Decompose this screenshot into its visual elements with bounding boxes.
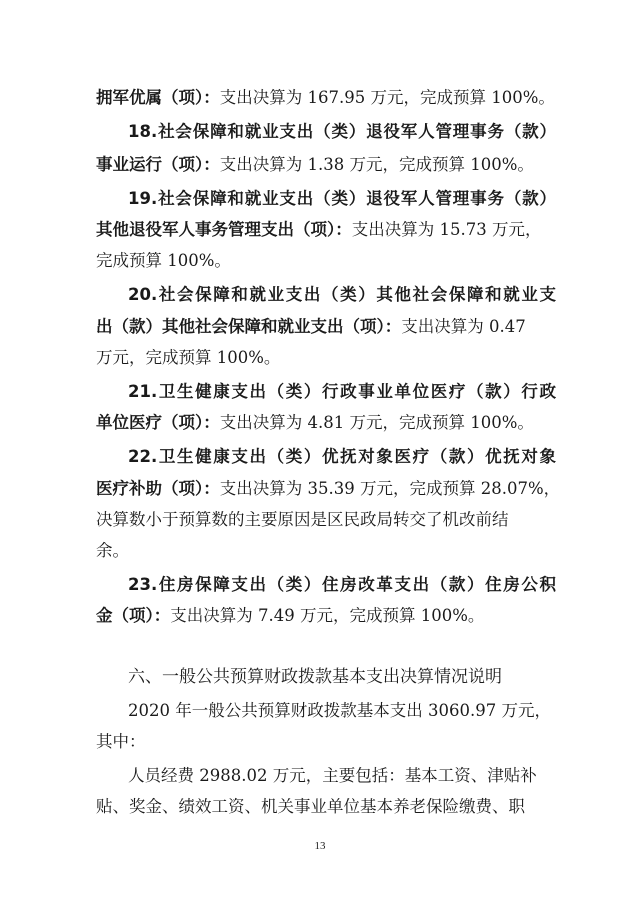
text-line: 20.社会保障和就业支出（类）其他社会保障和就业支 [128, 285, 556, 304]
text-line: 2020 年一般公共预算财政拨款基本支出 3060.97 万元， [128, 701, 551, 720]
text-line: 贴、奖金、绩效工资、机关事业单位基本养老保险缴费、职 [96, 797, 525, 816]
text-line: 22.卫生健康支出（类）优抚对象医疗（款）优抚对象 [128, 447, 556, 466]
text-line: 21.卫生健康支出（类）行政事业单位医疗（款）行政 [128, 382, 556, 401]
page-number: 13 [314, 840, 326, 852]
text-line: 余。 [96, 541, 129, 560]
section-heading: 六、一般公共预算财政拨款基本支出决算情况说明 [128, 667, 502, 687]
text-line: 23.住房保障支出（类）住房改革支出（款）住房公积 [128, 575, 556, 594]
text-line: 万元，完成预算 100%。 [96, 348, 281, 367]
text-line: 完成预算 100%。 [96, 251, 231, 270]
text-line: 其中： [96, 732, 146, 751]
text-line: 金（项）：支出决算为 7.49 万元，完成预算 100%。 [96, 606, 485, 625]
text-line: 18.社会保障和就业支出（类）退役军人管理事务（款） [128, 122, 556, 141]
text-line: 19.社会保障和就业支出（类）退役军人管理事务（款） [128, 189, 556, 208]
text-line: 人员经费 2988.02 万元，主要包括：基本工资、津贴补 [128, 766, 537, 785]
text-line: 其他退役军人事务管理支出（项）：支出决算为 15.73 万元， [96, 220, 542, 239]
text-line: 出（款）其他社会保障和就业支出（项）：支出决算为 0.47 [96, 317, 526, 336]
text-line: 医疗补助（项）：支出决算为 35.39 万元，完成预算 28.07%， [96, 479, 561, 498]
text-line: 拥军优属（项）：支出决算为 167.95 万元，完成预算 100%。 [96, 88, 555, 107]
text-line: 事业运行（项）：支出决算为 1.38 万元，完成预算 100%。 [96, 155, 534, 174]
text-line: 决算数小于预算数的主要原因是区民政局转交了机改前结 [96, 510, 509, 529]
text-line: 单位医疗（项）：支出决算为 4.81 万元，完成预算 100%。 [96, 413, 534, 432]
